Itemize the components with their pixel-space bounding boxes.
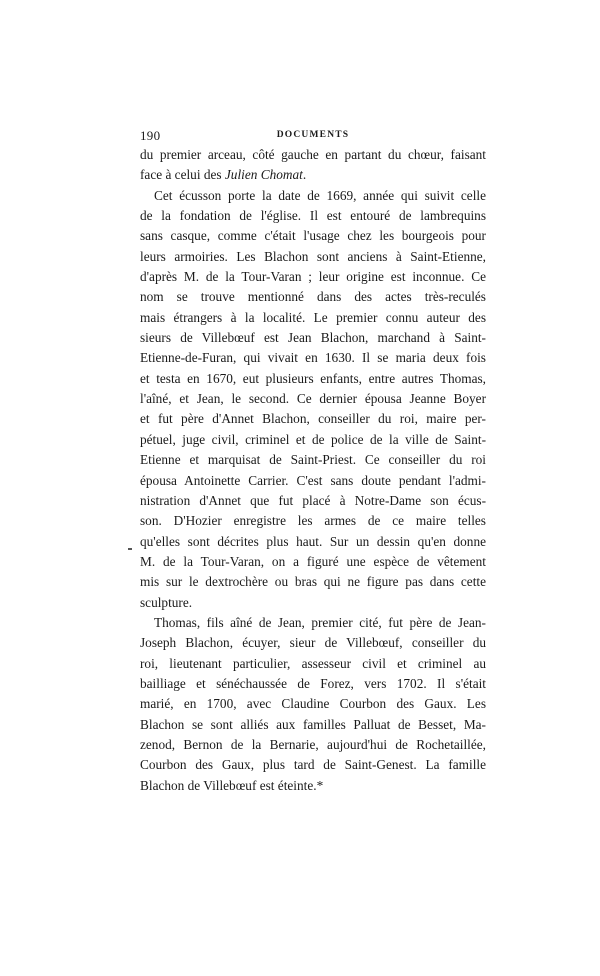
line-text: pétuel, juge civil, criminel et de police de la ville de Saint- [140,431,486,447]
text-line [140,654,486,674]
line-text: qu'elles sont décrites plus haut. Sur un dessin qu'en donne [140,533,486,549]
line-text: zenod, Bernon de la Bernarie, aujourd'hui de Rochetaillée, [140,736,486,752]
line-text: l'aîné, et Jean, le second. Ce dernier épousa Jeanne Boyer [140,391,486,407]
line-text: Blachon de Villebœuf est éteinte.* [140,777,324,793]
page-number: 190 [140,128,161,143]
text-line [140,267,486,287]
text-line [140,226,486,246]
line-text: Joseph Blachon, écuyer, sieur de Villebœuf, conseiller du [140,635,486,651]
running-title: DOCUMENTS [276,130,350,140]
line-text: face à celui des [140,167,225,183]
text-line [140,389,486,409]
line-text: nistration d'Annet que fut placé à Notre-Dame son écus- [140,492,486,508]
text-line [140,633,486,653]
text-line [140,145,486,165]
line-text: mais étrangers à la localité. Le premier connu auteur des [140,309,486,325]
paragraph [140,186,486,613]
stray-ink-mark [128,548,132,550]
text-line [140,613,486,633]
line-text: du premier arceau, côté gauche en partant du chœur, faisant [140,147,486,162]
line-text: M. de la Tour-Varan, on a figuré une espèce de vêtement [140,553,486,569]
line-text: mis sur le dextrochère ou bras qui ne figure pas dans cette [140,574,486,590]
text-line [140,186,486,206]
line-text: sans casque, comme c'était l'usage chez les bourgeois pour [140,228,486,244]
line-text: leurs armoiries. Les Blachon sont anciens à Saint-Etienne, [140,248,486,264]
text-line [140,409,486,429]
body-text [140,145,486,796]
line-text: Thomas, fils aîné de Jean, premier cité, fut père de Jean- [154,614,486,630]
text-line [140,694,486,714]
paragraph [140,145,486,186]
text-line [140,348,486,368]
line-text: sculpture. [140,594,193,610]
line-text: et fut père d'Annet Blachon, conseiller du roi, maire per- [140,411,486,427]
text-line [140,776,486,796]
text-line [140,471,486,491]
text-line [140,328,486,348]
text-line [140,674,486,694]
text-line [140,165,486,185]
text-line [140,532,486,552]
line-text: épousa Antoinette Carrier. C'est sans doute pendant l'admi- [140,472,486,488]
text-line [140,735,486,755]
text-line [140,491,486,511]
line-text: d'après M. de la Tour-Varan ; leur origine est inconnue. Ce [140,269,486,285]
line-text: Etienne-de-Furan, qui vivait en 1630. Il se maria deux fois [140,350,486,366]
line-text: Cet écusson porte la date de 1669, année qui suivit celle [154,187,486,203]
text-line [140,430,486,450]
text-line [140,715,486,735]
paragraph [140,613,486,796]
text-line [140,369,486,389]
line-text: son. D'Hozier enregistre les armes de ce maire telles [140,513,486,529]
line-text: et testa en 1670, eut plusieurs enfants, entre autres Thomas, [140,370,486,386]
text-line [140,287,486,307]
text-line [140,755,486,775]
line-text: roi, lieutenant particulier, assesseur civil et criminel au [140,655,486,671]
text-line [140,593,486,613]
line-text: Etienne et marquisat de Saint-Priest. Ce conseiller du roi [140,452,486,468]
running-head [140,128,486,144]
text-line [140,552,486,572]
line-text: nom se trouve mentionné dans des actes très-reculés [140,289,486,305]
text-line [140,450,486,470]
italic-name: Julien Chomat [224,167,303,183]
line-text: Courbon des Gaux, plus tard de Saint-Genest. La famille [140,757,486,773]
line-text: bailliage et sénéchaussée de Forez, vers 1702. Il s'était [140,675,486,691]
text-line [140,511,486,531]
line-text: de la fondation de l'église. Il est entouré de lambrequins [140,208,486,224]
line-text: marié, en 1700, avec Claudine Courbon des Gaux. Les [140,696,486,712]
line-text: Blachon se sont alliés aux familles Palluat de Besset, Ma- [140,716,486,732]
text-line [140,572,486,592]
text-line [140,206,486,226]
text-line [140,247,486,267]
line-text: sieurs de Villebœuf est Jean Blachon, marchand à Saint- [140,330,486,346]
text-line [140,308,486,328]
line-text-after: . [302,167,307,183]
